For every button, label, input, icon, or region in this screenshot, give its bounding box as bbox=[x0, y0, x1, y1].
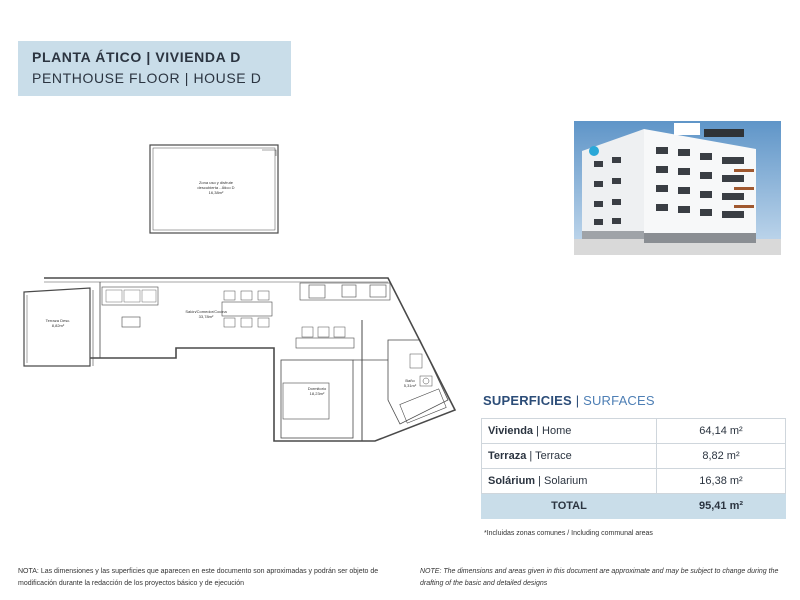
surfaces-title-en: SURFACES bbox=[583, 393, 655, 408]
row-label bbox=[482, 444, 657, 469]
row-label-en: | Solarium bbox=[535, 475, 588, 487]
total-label: TOTAL bbox=[482, 494, 657, 519]
terrace-label-line1: Terraza Desc. bbox=[45, 318, 71, 323]
total-value: 95,41 m² bbox=[657, 494, 786, 519]
living-label-line2: 33,78m² bbox=[198, 314, 214, 319]
bedroom-label-line2: 18,23m² bbox=[309, 391, 325, 396]
row-label-es: Solárium bbox=[488, 475, 536, 487]
table-row bbox=[482, 469, 786, 494]
bath-label-line2: 5,31m² bbox=[403, 383, 417, 388]
row-label bbox=[482, 469, 657, 494]
bedroom-label-line1: Dormitorio bbox=[307, 386, 327, 391]
bath-label bbox=[400, 378, 420, 388]
note-english: NOTE: The dimensions and areas given in this document are approximate and may be subject to change during the drafting of the basic and detailed designs bbox=[420, 568, 779, 587]
surfaces-table bbox=[481, 418, 786, 519]
title-english: PENTHOUSE FLOOR | HOUSE D bbox=[32, 70, 262, 86]
total-row bbox=[482, 494, 786, 519]
bath-label-line1: Baño bbox=[405, 378, 415, 383]
table-row bbox=[482, 444, 786, 469]
building-render-image bbox=[574, 121, 781, 255]
surfaces-footnote: *Incluidas zonas comunes / Including communal areas bbox=[484, 530, 653, 537]
solarium-label-line1: Zona uso y disfrute bbox=[198, 180, 234, 185]
row-value: 16,38 m² bbox=[657, 469, 786, 494]
surfaces-heading bbox=[483, 393, 655, 408]
terrace-label-line2: 8,82m² bbox=[51, 323, 65, 328]
row-value: 8,82 m² bbox=[657, 444, 786, 469]
surfaces-title-es: SUPERFICIES bbox=[483, 393, 572, 408]
terrace-label bbox=[38, 318, 78, 328]
apartment-outline bbox=[44, 278, 455, 441]
table-row bbox=[482, 419, 786, 444]
row-label-es: Terraza bbox=[488, 450, 527, 462]
title-spanish: PLANTA ÁTICO | VIVIENDA D bbox=[32, 49, 241, 65]
living-label bbox=[180, 309, 232, 319]
solarium-label-line3: 16,38m² bbox=[208, 190, 224, 195]
solarium-label-line2: descubierta - Ático D bbox=[197, 185, 235, 190]
bedroom-label bbox=[297, 386, 337, 396]
row-label-es: Vivienda bbox=[488, 425, 534, 437]
row-label bbox=[482, 419, 657, 444]
surfaces-title-sep: | bbox=[571, 393, 584, 408]
row-label-en: | Home bbox=[533, 425, 572, 437]
solarium-label bbox=[180, 180, 252, 195]
living-label-line1: Salón/Comedor/Cocina bbox=[185, 309, 227, 314]
note-spanish: NOTA: Las dimensiones y las superficies que aparecen en este documento son aproximadas y podrán ser objeto de modificación durante la redacción de los proyectos básico y de ejecución bbox=[18, 568, 379, 587]
row-value: 64,14 m² bbox=[657, 419, 786, 444]
row-label-en: | Terrace bbox=[526, 450, 572, 462]
